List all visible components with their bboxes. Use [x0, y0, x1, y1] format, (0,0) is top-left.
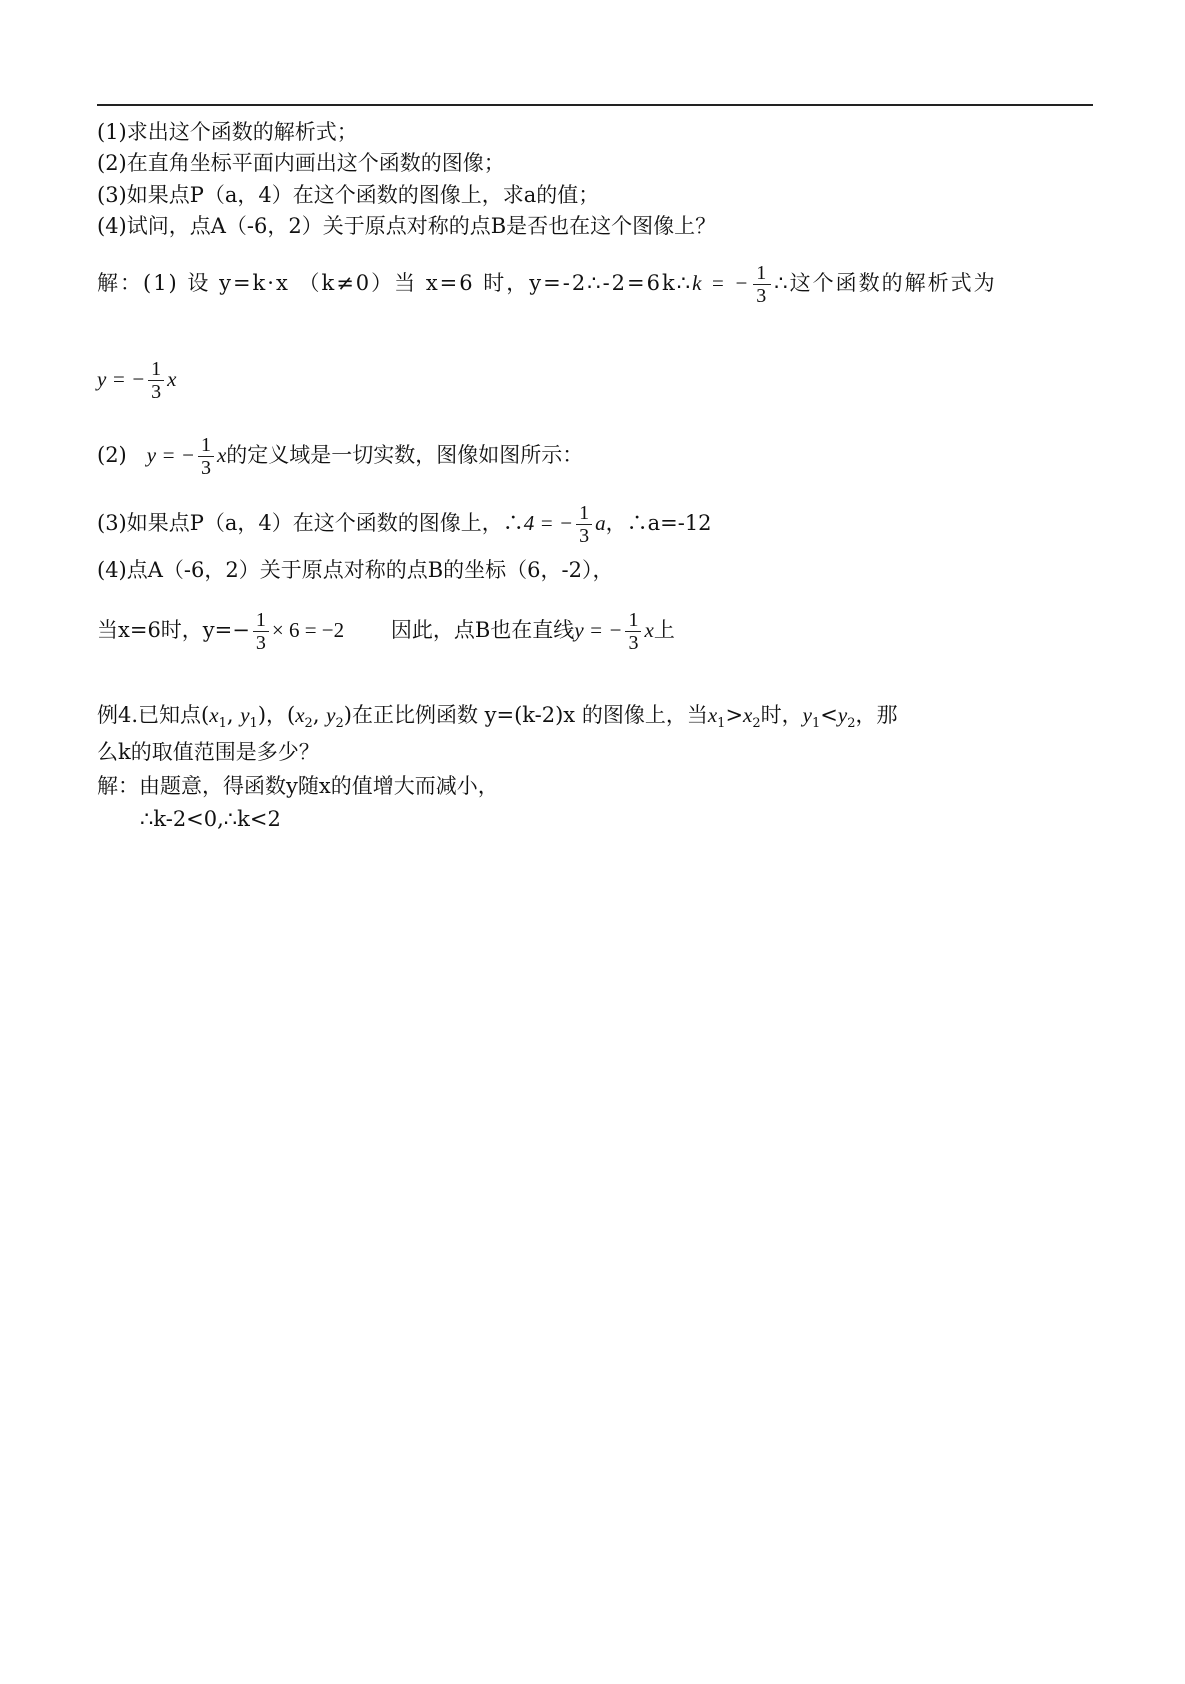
answer-step-2: (2) y = − $\frac{1}{3}$ x的定义域是一切实数，图像如图所示：: [97, 434, 584, 479]
fraction: $\frac{1}{3}$: [753, 262, 771, 307]
question-1: (1)求出这个函数的解析式；: [97, 120, 358, 144]
question-2: (2)在直角坐标平面内画出这个函数的图像；: [97, 151, 505, 175]
example-4-statement: 例4.已知点($x_1$, $y_1$)，($x_2$, $y_2$)在正比例函数 y=(k-2)x 的图像上，当$x_1>x_2$时，$y_1<y_2$，那: [97, 703, 898, 732]
fraction: $\frac{1}{3}$: [625, 609, 641, 654]
answer-step-3: (3)如果点P（a，4）在这个函数的图像上，∴4 = − $\frac{1}{3}$ a，∴a=-12: [97, 502, 712, 547]
question-3: (3)如果点P（a，4）在这个函数的图像上，求a的值；: [97, 183, 600, 207]
example-4-question: 么k的取值范围是多少？: [97, 740, 320, 764]
answer-1-k: k = −: [692, 271, 751, 295]
answer-1-tail: ∴这个函数的解析式为: [774, 271, 997, 295]
example-4-conclusion: ∴k-2<0,∴k<2: [140, 807, 281, 831]
answer-step-4-check: 当x=6时，y=− $\frac{1}{3}$ × 6 = −2 因此，点B也在直线y = − $\frac{1}{3}$ x上: [97, 609, 675, 654]
fraction: $\frac{1}{3}$: [576, 502, 592, 547]
answer-1-intro: 解：(1) 设 y=k·x （k≠0）当 x=6 时，y=-2∴-2=6k∴: [97, 271, 693, 295]
header-rule: [97, 104, 1093, 106]
answer-step-1: [97, 262, 997, 307]
answer-step-4: (4)点A（-6，2）关于原点对称的点B的坐标（6，-2），: [97, 558, 614, 582]
answer-1-result: y = − $\frac{1}{3}$ x: [97, 358, 177, 403]
question-4: (4)试问，点A（-6，2）关于原点对称的点B是否也在这个图像上？: [97, 214, 717, 238]
fraction: $\frac{1}{3}$: [253, 609, 269, 654]
example-4-solution: 解：由题意，得函数y随x的值增大而减小，: [97, 774, 499, 798]
fraction: $\frac{1}{3}$: [198, 434, 214, 479]
fraction: $\frac{1}{3}$: [148, 358, 164, 403]
